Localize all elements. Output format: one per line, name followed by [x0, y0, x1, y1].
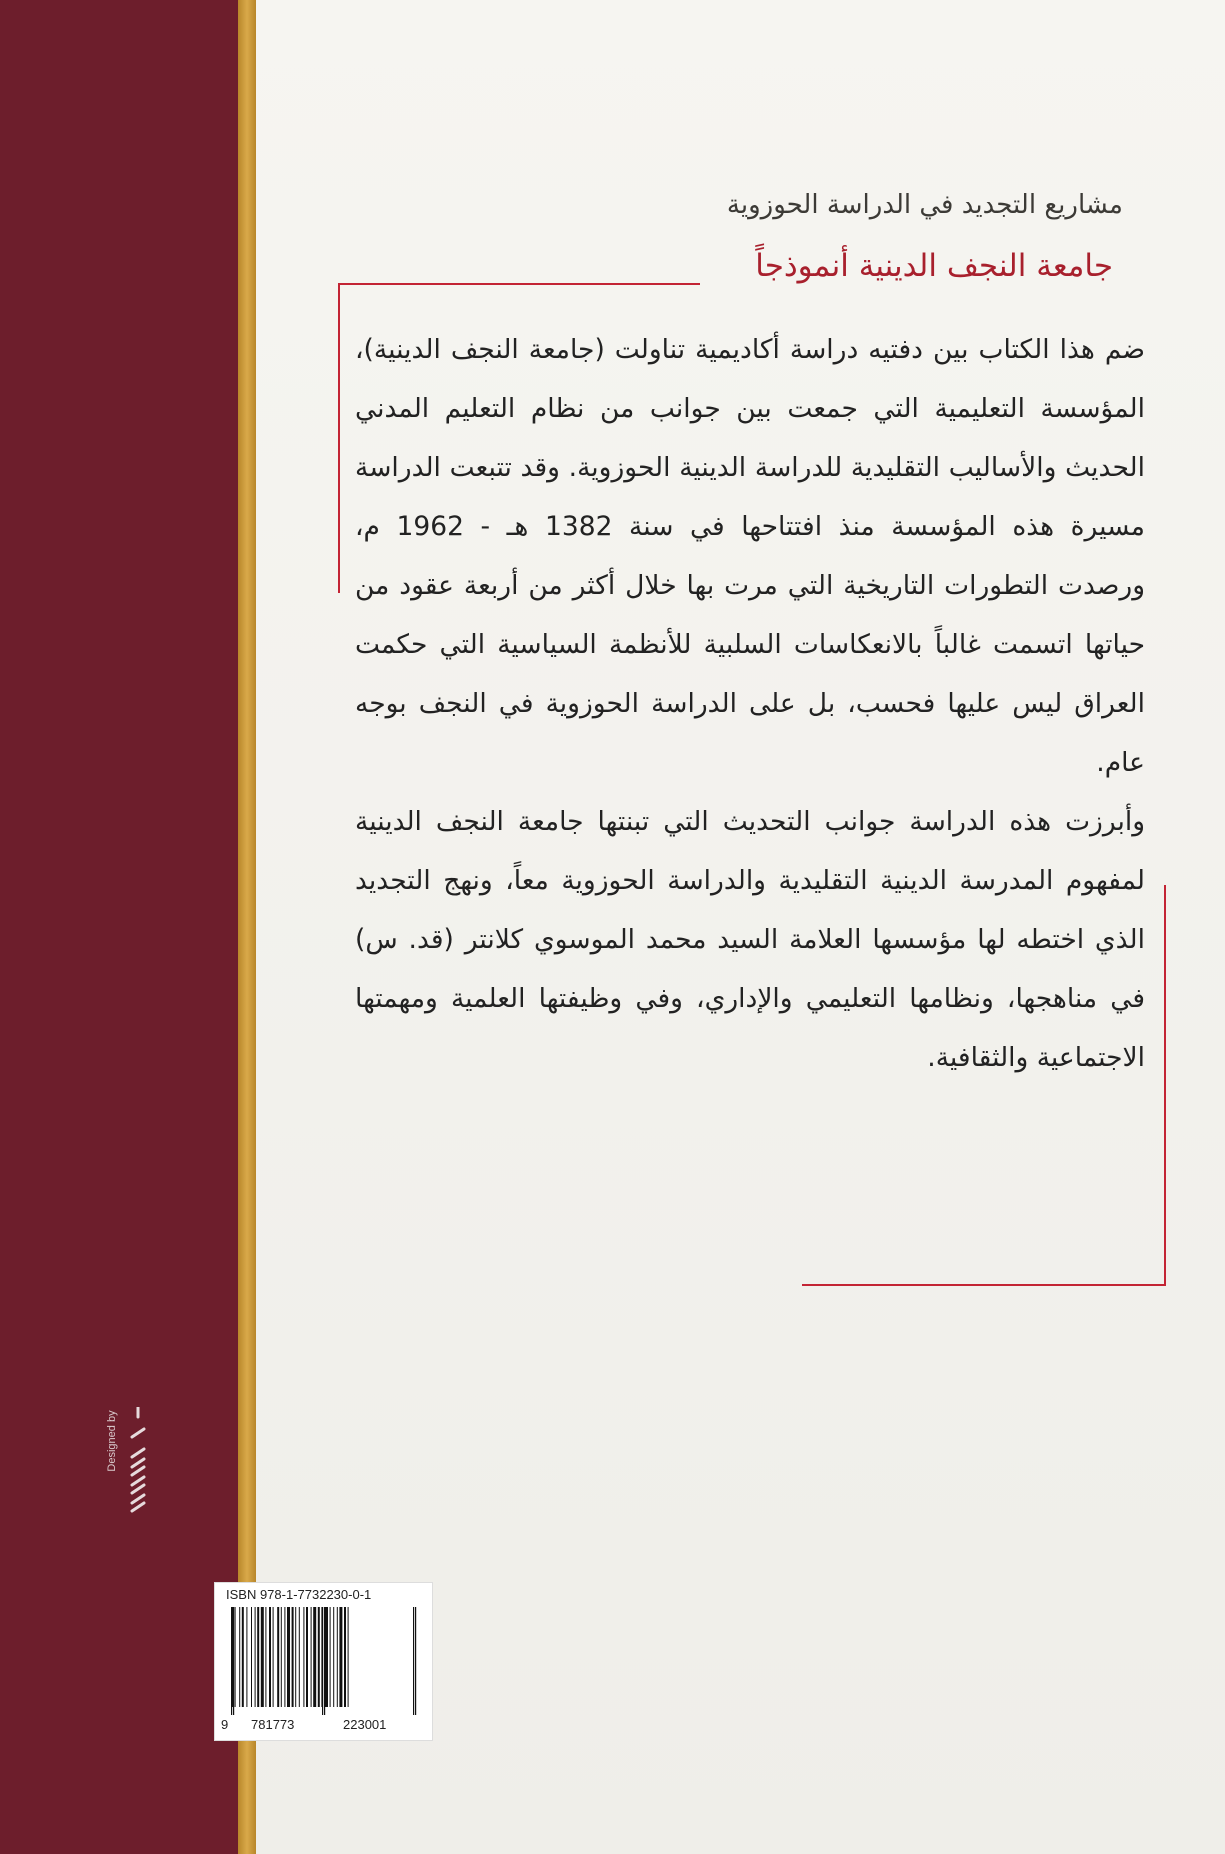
barcode-bar	[261, 1607, 264, 1707]
barcode-guard-bar	[324, 1607, 325, 1715]
barcode-bar	[306, 1607, 308, 1707]
barcode-bars	[221, 1607, 426, 1715]
barcode-bar	[330, 1607, 331, 1707]
barcode-bar	[295, 1607, 296, 1707]
book-subtitle: مشاريع التجديد في الدراسة الحوزوية	[726, 190, 1123, 220]
barcode-guard-bar	[413, 1607, 414, 1715]
barcode-guard-bar	[231, 1607, 232, 1715]
barcode-bar	[265, 1607, 266, 1707]
barcode-right-digits: 223001	[343, 1717, 387, 1732]
barcode-left-digits: 781773	[251, 1717, 295, 1732]
frame-rule-right	[1164, 885, 1166, 1285]
barcode-bar	[242, 1607, 244, 1707]
barcode-bar	[251, 1607, 252, 1707]
gold-stripe	[238, 0, 256, 1854]
barcode-bar	[337, 1607, 338, 1707]
designer-logo-icon	[129, 1407, 147, 1517]
isbn-label: ISBN 978-1-7732230-0-1	[226, 1587, 372, 1602]
barcode-bar	[333, 1607, 334, 1707]
frame-rule-top	[338, 283, 700, 285]
barcode-bar	[313, 1607, 316, 1707]
barcode-bar	[292, 1607, 294, 1707]
barcode-bar	[299, 1607, 300, 1707]
barcode-bar	[325, 1607, 328, 1707]
blurb-paragraph-2: وأبرزت هذه الدراسة جوانب التحديث التي تبنتها جامعة النجف الدينية لمفهوم المدرسة الدينية التقليدية والدراسة الحوزوية معاً، ونهج التجديد الذي اختطه لها مؤسسها العلامة السيد محمد الموسوي كلانتر (قد. س) في مناهجها، ونظامها التعليمي والإداري، وفي وظيفتها العلمية ومهمتها الاجتماعية والثقافية.	[355, 806, 1145, 1073]
barcode-bar	[344, 1607, 346, 1707]
book-spine-band	[0, 0, 238, 1854]
book-title: جامعة النجف الدينية أنموذجاً	[755, 248, 1113, 284]
barcode-bar	[281, 1607, 282, 1707]
barcode-bar	[273, 1607, 274, 1707]
isbn-barcode	[214, 1582, 433, 1741]
blurb-text	[355, 320, 1145, 1087]
barcode-guard-bar	[233, 1607, 234, 1715]
barcode-guard-bar	[322, 1607, 323, 1715]
barcode-bar	[255, 1607, 256, 1707]
barcode-bar	[311, 1607, 312, 1707]
barcode-guard-bar	[415, 1607, 416, 1715]
barcode-bar	[246, 1607, 247, 1707]
barcode-bar	[257, 1607, 259, 1707]
designer-credit	[95, 1395, 155, 1535]
frame-rule-bottom	[802, 1284, 1166, 1286]
barcode-bar	[269, 1607, 271, 1707]
designer-credit-label: Designed by	[106, 1410, 118, 1472]
barcode-bar	[277, 1607, 279, 1707]
barcode-bar	[284, 1607, 285, 1707]
barcode-lead-digit: 9	[221, 1717, 229, 1732]
barcode-bar	[339, 1607, 342, 1707]
barcode-bar	[235, 1607, 236, 1707]
blurb-paragraph-1: ضم هذا الكتاب بين دفتيه دراسة أكاديمية تناولت (جامعة النجف الدينية)، المؤسسة التعليمية التي جمعت بين جوانب من نظام التعليم المدني الحديث والأساليب التقليدية للدراسة الدينية الحوزوية. وقد تتبعت الدراسة مسيرة هذه المؤسسة منذ افتتاحها في سنة 1382 هـ - 1962 م، ورصدت التطورات التاريخية التي مرت بها خلال أكثر من أربعة عقود من حياتها اتسمت غالباً بالانعكاسات السلبية للأنظمة السياسية التي حكمت العراق ليس عليها فحسب، بل على الدراسة الحوزوية في النجف بوجه عام.	[355, 334, 1146, 778]
barcode-bar	[303, 1607, 304, 1707]
frame-rule-left	[338, 283, 340, 593]
barcode-bar	[348, 1607, 349, 1707]
barcode-bar	[239, 1607, 240, 1707]
barcode-bar	[287, 1607, 290, 1707]
barcode-bar	[318, 1607, 320, 1707]
